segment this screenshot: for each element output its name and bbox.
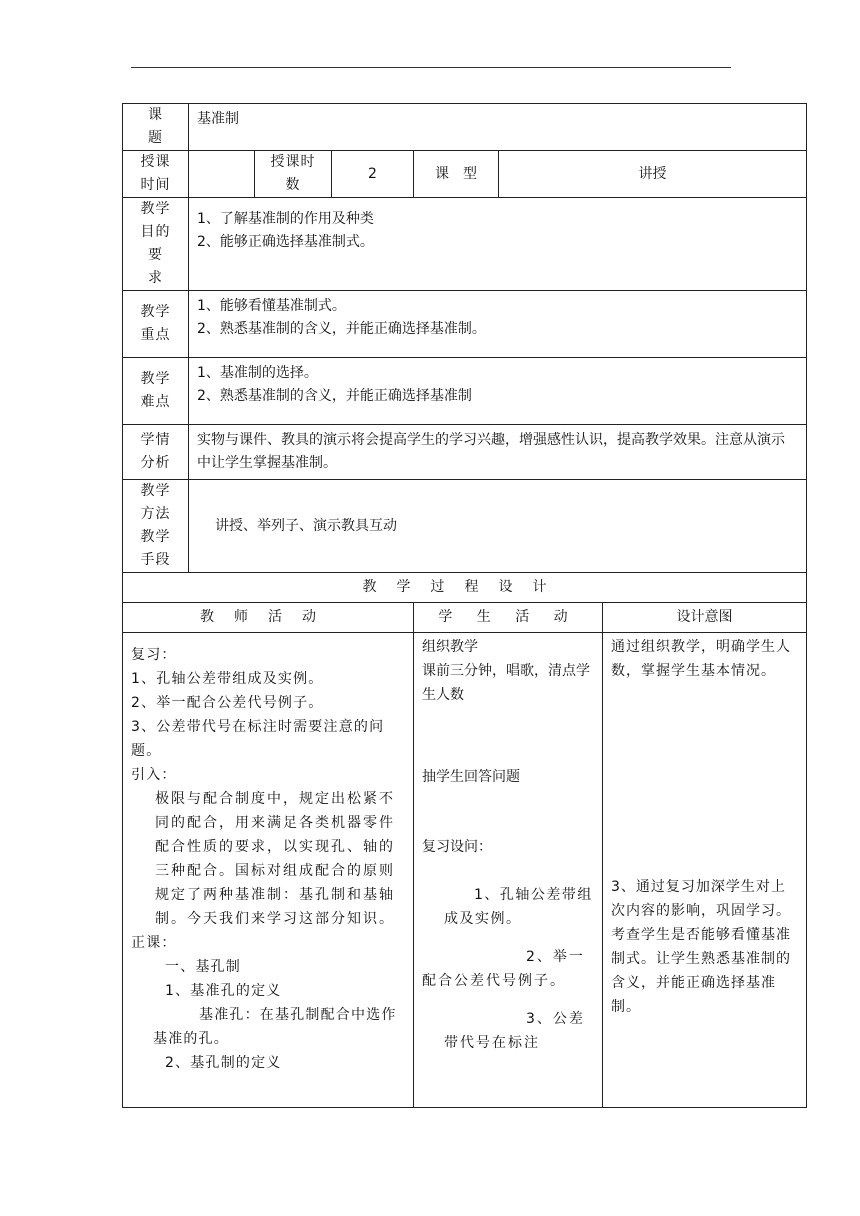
review-item-2: 2、举一配合公差代号例子。 bbox=[131, 695, 324, 711]
time-label: 授课 时间 bbox=[123, 151, 189, 198]
student-activity-cell bbox=[414, 633, 603, 1108]
intent-2: 3、通过复习加深学生对上次内容的影响，巩固学习。考查学生是否能够看懂基准制式。让学生熟悉基准制的含义，并能正确选择基准制。 bbox=[611, 879, 791, 1015]
teacher-activity-cell bbox=[123, 633, 414, 1108]
col-teacher-header: 教师活动 bbox=[123, 603, 414, 633]
hours-value: 2 bbox=[332, 151, 414, 198]
intent-1: 通过组织教学，明确学生人数，掌握学生基本情况。 bbox=[611, 639, 791, 679]
key-points-label: 教学 重点 bbox=[123, 291, 189, 358]
type-value: 讲授 bbox=[499, 151, 807, 198]
student-review-3: 3、公差带代号在标注 bbox=[444, 1011, 585, 1051]
topic-value: 基准制 bbox=[189, 104, 807, 151]
type-label: 课 型 bbox=[414, 151, 499, 198]
subsection-1: 1、基准孔的定义 bbox=[165, 983, 282, 999]
topic-label: 课 题 bbox=[123, 104, 189, 151]
intro-title: 引入： bbox=[131, 767, 177, 783]
student-review-1: 1、孔轴公差带组成及实例。 bbox=[444, 887, 593, 927]
hours-label: 授课时 数 bbox=[255, 151, 332, 198]
review-item-3: 3、公差带代号在标注时需要注意的问题。 bbox=[131, 719, 385, 759]
lesson-plan-table bbox=[122, 103, 807, 1108]
student-review-question: 复习设问： bbox=[422, 839, 492, 855]
key-points-text: 1、能够看懂基准制式。 2、熟悉基准制的含义，并能正确选择基准制。 bbox=[189, 291, 807, 358]
process-title: 教学过程设计 bbox=[123, 573, 807, 603]
review-item-1: 1、孔轴公差带组成及实例。 bbox=[131, 671, 324, 687]
difficulties-label: 教学 难点 bbox=[123, 358, 189, 425]
analysis-label: 学情 分析 bbox=[123, 425, 189, 480]
header-rule bbox=[131, 67, 731, 68]
definition-text: 基准孔：在基孔制配合中选作基准的孔。 bbox=[153, 1007, 397, 1047]
section-heading: 一、基孔制 bbox=[165, 959, 241, 975]
design-intent-cell bbox=[603, 633, 807, 1108]
intro-text: 极限与配合制度中，规定出松紧不同的配合，用来满足各类机器零件配合性质的要求，以实现孔、轴的三种配合。国标对组成配合的原则规定了两种基准制：基孔制和基轴制。今天我们来学习这部分知识。 bbox=[155, 791, 395, 927]
method-text: 讲授、举列子、演示教具互动 bbox=[189, 480, 807, 573]
student-organize: 组织教学 bbox=[422, 639, 478, 655]
student-warmup: 课前三分钟，唱歌，清点学生人数 bbox=[422, 663, 590, 703]
student-answer: 抽学生回答问题 bbox=[422, 769, 520, 785]
difficulties-text: 1、基准制的选择。 2、熟悉基准制的含义，并能正确选择基准制 bbox=[189, 358, 807, 425]
col-intent-header: 设计意图 bbox=[603, 603, 807, 633]
main-lesson-title: 正课： bbox=[131, 935, 177, 951]
col-student-header: 学 生 活 动 bbox=[414, 603, 603, 633]
student-review-2: 2、举一配合公差代号例子。 bbox=[422, 949, 585, 989]
time-value bbox=[189, 151, 255, 198]
objective-label: 教学 目的 要 求 bbox=[123, 198, 189, 291]
analysis-text: 实物与课件、教具的演示将会提高学生的学习兴趣，增强感性认识，提高教学效果。注意从演示中让学生掌握基准制。 bbox=[189, 425, 807, 480]
objective-text: 1、了解基准制的作用及种类 2、能够正确选择基准制式。 bbox=[189, 198, 807, 291]
review-title: 复习： bbox=[131, 647, 177, 663]
method-label: 教学 方法 教学 手段 bbox=[123, 480, 189, 573]
subsection-2: 2、基孔制的定义 bbox=[165, 1055, 282, 1071]
